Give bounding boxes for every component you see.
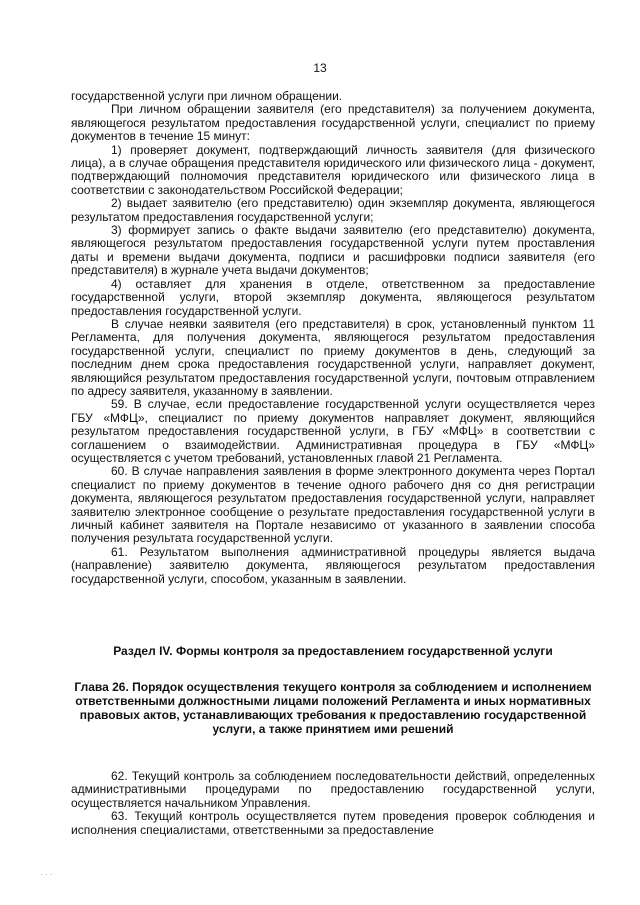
paragraph: 61. Результатом выполнения административной процедуры является выдача (направление) заявителю документа, являющегося результатом предоставления государственной услуги, способом, указанным в заявлении. (71, 544, 595, 586)
page-number: 13 (313, 61, 327, 75)
paragraph: 59. В случае, если предоставление государственной услуги осуществляется через ГБУ «МФЦ», специалист по приему документов направляет документ, являющийся результатом предоставления государственной услуги, в ГБУ «МФЦ» в соответствии с соглашением о взаимодействии. Административная процедура в ГБУ «МФЦ» осуществляется с учетом требований, установленных главой 21 Регламента. (71, 397, 595, 465)
paragraph: 60. В случае направления заявления в форме электронного документа через Портал специалист по приему документов в течение одного рабочего дня со дня регистрации документа, являющегося результатом предоставления государственной услуги, направляет заявителю электронное сообщение о результате предоставления государственной услуги в личный кабинет заявителя на Портале независимо от указанного в заявлении способа получения результата государственной услуги. (71, 464, 595, 546)
paragraph: 3) формирует запись о факте выдачи заявителю (его представителю) документа, являющегося результатом предоставления государственной услуги путем проставления даты и времени выдачи документа, подписи и расшифровки подписи заявителя (его представителя) в журнале учета выдачи документов; (71, 223, 595, 278)
paragraph: 4) оставляет для хранения в отделе, ответственном за предоставление государственной услуги, второй экземпляр документа, являющегося результатом предоставления государственной услуги. (71, 276, 595, 318)
paragraph: 62. Текущий контроль за соблюдением последовательности действий, определенных административными процедурами по предоставлению государственной услуги, осуществляется начальником Управления. (71, 769, 595, 810)
paragraph: государственной услуги при личном обращении. (71, 89, 343, 103)
scan-mark: · · · (40, 870, 53, 879)
paragraph: 1) проверяет документ, подтверждающий личность заявителя (для физического лица), а в случае обращения представителя юридического или физического лица - документ, подтверждающий полномочия представителя юридического или физического лица в соответствии с законодательством Российской Федерации; (71, 142, 595, 197)
paragraph: 2) выдает заявителю (его представителю) один экземпляр документа, являющегося результатом предоставления государственной услуги; (71, 196, 595, 224)
chapter-heading: Глава 26. Порядок осуществления текущего контроля за соблюдением и исполнением ответственными должностными лицами положений Регламента и иных нормативных правовых актов, устанавливающих требования к предоставлению государственной услуги, а также принятием ими решений (74, 680, 592, 736)
section-heading: Раздел IV. Формы контроля за предоставлением государственной услуги (113, 644, 553, 658)
paragraph: В случае неявки заявителя (его представителя) в срок, установленный пунктом 11 Регламента, для получения документа, являющегося результатом предоставления государственной услуги, специалист по приему документов в день, следующий за последним днем срока предоставления государственной услуги, направляет документ, являющийся результатом предоставления государственной услуги, почтовым отправлением по адресу заявителя, указанному в заявлении. (71, 316, 595, 398)
paragraph: 63. Текущий контроль осуществляется путем проведения проверок соблюдения и исполнения специалистами, ответственными за предоставление (71, 809, 595, 837)
body-text-top (71, 90, 595, 586)
body-text-bottom (71, 770, 595, 837)
paragraph: При личном обращении заявителя (его представителя) за получением документа, являющегося результатом предоставления государственной услуги, специалист по приему документов в течение 15 минут: (71, 102, 595, 144)
